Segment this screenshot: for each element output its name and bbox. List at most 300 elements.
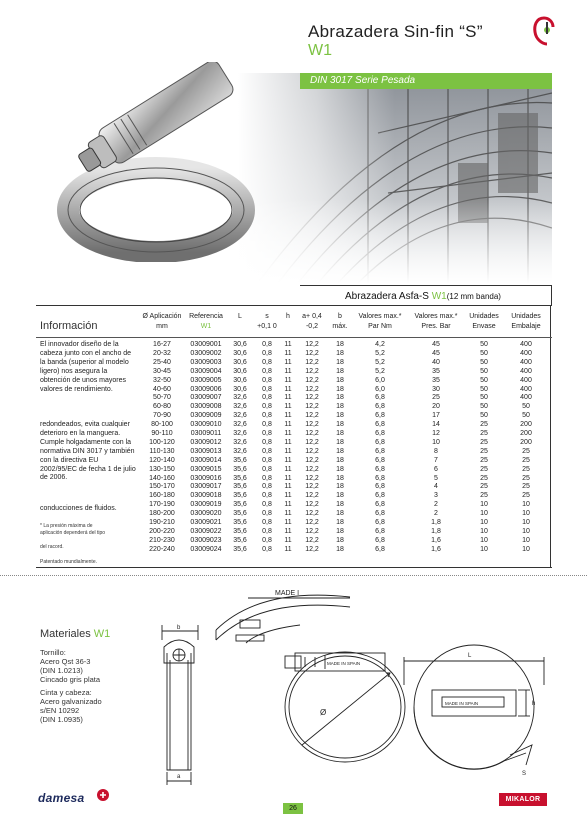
table-title: Abrazadera Asfa-S W1(12 mm banda) <box>345 291 501 302</box>
cell-envase: 10 <box>480 519 488 526</box>
table-row <box>0 394 587 403</box>
technical-drawings <box>150 585 550 790</box>
cell-s: 0,8 <box>262 367 272 375</box>
cell-l: 30,6 <box>233 341 247 348</box>
cell-aplicacion: 220-240 <box>149 545 175 553</box>
cell-aplicacion: 200-220 <box>149 527 175 535</box>
cell-a: 12,2 <box>305 465 319 473</box>
cell-l: 30,6 <box>233 367 247 375</box>
cell-referencia: 03009017 <box>190 483 222 491</box>
cell-envase: 50 <box>480 367 488 375</box>
cell-l: 35,6 <box>233 536 247 544</box>
cell-aplicacion: 50-70 <box>153 394 171 402</box>
cell-referencia: 03009010 <box>190 421 222 429</box>
cell-h: 11 <box>284 394 292 402</box>
cell-referencia: 03009015 <box>190 465 222 473</box>
cell-l: 32,6 <box>233 430 247 437</box>
cell-aplicacion: 130-150 <box>149 465 175 473</box>
cell-h: 11 <box>284 403 292 411</box>
cell-par: 6,8 <box>375 412 385 420</box>
cell-referencia: 03009016 <box>190 474 222 482</box>
cell-s: 0,8 <box>262 438 272 446</box>
cell-aplicacion: 170-190 <box>149 501 175 509</box>
cell-h: 11 <box>284 430 292 437</box>
cell-par: 6,8 <box>375 430 385 437</box>
cell-referencia: 03009001 <box>190 341 222 348</box>
cell-embalaje: 200 <box>520 438 532 446</box>
cell-referencia: 03009020 <box>190 510 222 518</box>
damesa-logo-icon <box>96 788 110 802</box>
cell-embalaje: 25 <box>522 465 530 473</box>
cell-referencia: 03009002 <box>190 349 222 357</box>
cell-pres: 7 <box>434 456 438 464</box>
cell-par: 6,8 <box>375 483 385 491</box>
materials-title: Materiales W1 <box>40 628 111 640</box>
cell-par: 6,8 <box>375 465 385 473</box>
cell-pres: 2 <box>434 501 438 509</box>
hero-photo <box>238 73 552 283</box>
cell-s: 0,8 <box>262 483 272 491</box>
cell-b: 18 <box>336 527 344 535</box>
cell-b: 18 <box>336 501 344 509</box>
cell-l: 35,6 <box>233 465 247 473</box>
cell-h: 11 <box>284 519 292 526</box>
cell-s: 0,8 <box>262 349 272 357</box>
cell-a: 12,2 <box>305 536 319 544</box>
cell-pres: 3 <box>434 492 438 500</box>
cell-b: 18 <box>336 456 344 464</box>
cell-b: 18 <box>336 358 344 366</box>
cell-aplicacion: 100-120 <box>149 438 175 446</box>
cell-b: 18 <box>336 492 344 500</box>
cell-s: 0,8 <box>262 376 272 384</box>
cell-aplicacion: 120-140 <box>149 456 175 464</box>
cell-aplicacion: 30-45 <box>153 367 171 375</box>
cell-referencia: 03009014 <box>190 456 222 464</box>
cell-embalaje: 10 <box>522 501 530 509</box>
cell-embalaje: 400 <box>520 385 532 393</box>
cell-referencia: 03009024 <box>190 545 222 553</box>
cell-b: 18 <box>336 403 344 411</box>
col-header-envase: Unidades Envase <box>469 313 499 330</box>
cell-a: 12,2 <box>305 394 319 402</box>
cell-b: 18 <box>336 385 344 393</box>
clamp-logo-icon <box>531 14 557 48</box>
cell-envase: 50 <box>480 376 488 384</box>
cell-aplicacion: 180-200 <box>149 510 175 518</box>
cell-a: 12,2 <box>305 376 319 384</box>
cell-a: 12,2 <box>305 519 319 526</box>
cell-referencia: 03009006 <box>190 385 222 393</box>
col-header-l: L <box>238 313 242 320</box>
cell-s: 0,8 <box>262 421 272 429</box>
cell-b: 18 <box>336 412 344 420</box>
col-header-par: Valores max.* Par Nm <box>358 313 402 330</box>
cell-pres: 35 <box>432 367 440 375</box>
cell-embalaje: 400 <box>520 349 532 357</box>
cell-envase: 50 <box>480 412 488 420</box>
cell-pres: 5 <box>434 474 438 482</box>
damesa-logo: damesa <box>38 791 85 805</box>
cell-par: 6,8 <box>375 403 385 411</box>
dim-a-label: a <box>177 774 181 780</box>
cell-aplicacion: 40-60 <box>153 385 171 393</box>
col-header-a: a+ 0,4 -0,2 <box>302 313 322 330</box>
cell-b: 18 <box>336 510 344 518</box>
cell-aplicacion: 16-27 <box>153 341 171 348</box>
mikalor-logo: MIKALOR <box>499 793 547 806</box>
cell-l: 32,6 <box>233 438 247 446</box>
cell-par: 5,2 <box>375 358 385 366</box>
cell-envase: 25 <box>480 474 488 482</box>
section-divider <box>0 575 587 576</box>
model-code: W1 <box>308 42 332 59</box>
cell-b: 18 <box>336 341 344 348</box>
info-paragraph-3: conducciones de fluidos. <box>40 505 117 512</box>
cell-envase: 50 <box>480 403 488 411</box>
cell-pres: 40 <box>432 358 440 366</box>
cell-l: 30,6 <box>233 385 247 393</box>
cell-aplicacion: 140-160 <box>149 474 175 482</box>
cell-par: 6,8 <box>375 447 385 455</box>
info-paragraph-1: El innovador diseño de la cabeza junto con el ancho de la banda (superior al modelo ligero) nos asegura la obtención de unos mayores valores de rendimiento. <box>40 341 132 393</box>
cell-par: 4,2 <box>375 341 385 348</box>
col-header-pres: Valores max.* Pres. Bar <box>414 313 458 330</box>
cell-envase: 50 <box>480 341 488 348</box>
cell-par: 6,8 <box>375 474 385 482</box>
cell-b: 18 <box>336 483 344 491</box>
cell-s: 0,8 <box>262 545 272 553</box>
cell-b: 18 <box>336 430 344 437</box>
cell-a: 12,2 <box>305 341 319 348</box>
cell-h: 11 <box>284 367 292 375</box>
cell-embalaje: 25 <box>522 483 530 491</box>
cell-aplicacion: 90-110 <box>151 430 173 437</box>
cell-aplicacion: 150-170 <box>149 483 175 491</box>
band-detail-drawing <box>216 595 350 643</box>
table-header-rule <box>36 337 552 338</box>
cell-h: 11 <box>284 492 292 500</box>
cell-pres: 20 <box>432 403 440 411</box>
pressure-note: * La presión máxima de aplicación dependerá del tipo <box>40 523 106 536</box>
cell-embalaje: 25 <box>522 456 530 464</box>
cell-pres: 12 <box>432 430 440 437</box>
cell-embalaje: 10 <box>522 527 530 535</box>
cell-l: 30,6 <box>233 349 247 357</box>
cell-l: 35,6 <box>233 483 247 491</box>
col-header-s: s +0,1 0 <box>257 313 277 330</box>
cell-a: 12,2 <box>305 474 319 482</box>
cell-h: 11 <box>284 483 292 491</box>
cell-par: 6,0 <box>375 385 385 393</box>
cell-b: 18 <box>336 367 344 375</box>
cell-h: 11 <box>284 474 292 482</box>
cell-h: 11 <box>284 385 292 393</box>
cell-s: 0,8 <box>262 430 272 437</box>
cell-pres: 30 <box>432 385 440 393</box>
col-header-h: h <box>286 313 290 320</box>
cell-s: 0,8 <box>262 492 272 500</box>
cell-embalaje: 10 <box>522 519 530 526</box>
cell-pres: 17 <box>432 412 440 420</box>
cell-b: 18 <box>336 421 344 429</box>
band-spec: Cinta y cabeza: Acero galvanizado s/EN 10292 (DIN 1.0935) <box>40 688 102 724</box>
cell-l: 35,6 <box>233 545 247 553</box>
cell-referencia: 03009012 <box>190 438 222 446</box>
cell-h: 11 <box>284 412 292 420</box>
cell-envase: 10 <box>480 501 488 509</box>
cell-h: 11 <box>284 358 292 366</box>
dim-b-label: b <box>177 625 181 631</box>
cell-referencia: 03009011 <box>190 430 222 437</box>
cell-referencia: 03009013 <box>190 447 222 455</box>
cell-embalaje: 25 <box>522 492 530 500</box>
front-view-drawing <box>162 625 198 785</box>
cell-envase: 50 <box>480 394 488 402</box>
cell-l: 35,6 <box>233 510 247 518</box>
info-heading: Información <box>40 320 98 332</box>
cell-s: 0,8 <box>262 519 272 526</box>
cell-pres: 45 <box>432 341 440 348</box>
col-header-embalaje: Unidades Embalaje <box>511 313 541 330</box>
dim-s-label: S <box>522 771 527 777</box>
cell-l: 35,6 <box>233 519 247 526</box>
cell-par: 6,8 <box>375 545 385 553</box>
cell-a: 12,2 <box>305 385 319 393</box>
page-number: 26 <box>283 803 303 814</box>
cell-s: 0,8 <box>262 474 272 482</box>
cell-envase: 25 <box>480 465 488 473</box>
cell-embalaje: 25 <box>522 474 530 482</box>
cell-referencia: 03009023 <box>190 536 222 544</box>
cell-a: 12,2 <box>305 358 319 366</box>
cell-envase: 25 <box>480 430 488 437</box>
pressure-note-end: del racord. <box>40 544 64 550</box>
cell-embalaje: 400 <box>520 394 532 402</box>
cell-pres: 8 <box>434 447 438 455</box>
table-top-rule <box>36 305 552 306</box>
cell-s: 0,8 <box>262 447 272 455</box>
cell-aplicacion: 25-40 <box>153 358 171 366</box>
table-row <box>0 403 587 412</box>
cell-h: 11 <box>284 527 292 535</box>
cell-pres: 25 <box>432 394 440 402</box>
cell-pres: 10 <box>432 438 440 446</box>
cell-aplicacion: 110-130 <box>149 447 175 455</box>
cell-l: 30,6 <box>233 376 247 384</box>
dim-h-label: h <box>532 701 536 707</box>
cell-pres: 45 <box>432 349 440 357</box>
cell-envase: 25 <box>480 447 488 455</box>
din-series-band: DIN 3017 Serie Pesada <box>300 73 552 89</box>
cell-aplicacion: 32-50 <box>153 376 171 384</box>
cell-l: 32,6 <box>233 394 247 402</box>
cell-b: 18 <box>336 438 344 446</box>
made-label: MADE I <box>275 590 300 597</box>
cell-referencia: 03009022 <box>190 527 222 535</box>
cell-h: 11 <box>284 438 292 446</box>
cell-embalaje: 200 <box>520 430 532 437</box>
cell-b: 18 <box>336 545 344 553</box>
table-row <box>0 483 587 492</box>
cell-l: 30,6 <box>233 358 247 366</box>
cell-par: 5,2 <box>375 367 385 375</box>
cell-a: 12,2 <box>305 430 319 437</box>
cell-l: 35,6 <box>233 501 247 509</box>
cell-s: 0,8 <box>262 456 272 464</box>
cell-s: 0,8 <box>262 527 272 535</box>
cell-par: 6,8 <box>375 456 385 464</box>
cell-pres: 35 <box>432 376 440 384</box>
cell-envase: 25 <box>480 483 488 491</box>
cell-s: 0,8 <box>262 403 272 411</box>
cell-envase: 10 <box>480 510 488 518</box>
cell-embalaje: 400 <box>520 341 532 348</box>
cell-pres: 1,8 <box>431 519 441 526</box>
cell-embalaje: 400 <box>520 376 532 384</box>
cell-s: 0,8 <box>262 536 272 544</box>
cell-pres: 4 <box>434 483 438 491</box>
col-header-aplicacion: Ø Aplicación mm <box>142 313 182 330</box>
cell-b: 18 <box>336 349 344 357</box>
cell-referencia: 03009005 <box>190 376 222 384</box>
cell-a: 12,2 <box>305 349 319 357</box>
cell-referencia: 03009021 <box>190 519 222 526</box>
cell-embalaje: 10 <box>522 545 530 553</box>
cell-l: 35,6 <box>233 474 247 482</box>
cell-a: 12,2 <box>305 501 319 509</box>
cell-h: 11 <box>284 536 292 544</box>
cell-s: 0,8 <box>262 341 272 348</box>
cell-l: 32,6 <box>233 447 247 455</box>
table-bottom-rule <box>36 567 552 568</box>
cell-embalaje: 200 <box>520 421 532 429</box>
cell-envase: 10 <box>480 545 488 553</box>
cell-envase: 25 <box>480 492 488 500</box>
cell-envase: 25 <box>480 421 488 429</box>
cell-h: 11 <box>284 421 292 429</box>
cell-h: 11 <box>284 376 292 384</box>
cell-aplicacion: 20-32 <box>153 349 171 357</box>
cell-referencia: 03009004 <box>190 367 222 375</box>
cell-pres: 2 <box>434 510 438 518</box>
cell-embalaje: 10 <box>522 536 530 544</box>
cell-l: 32,6 <box>233 403 247 411</box>
ring-front-view-drawing <box>404 645 544 769</box>
cell-a: 12,2 <box>305 545 319 553</box>
cell-l: 32,6 <box>233 412 247 420</box>
cell-par: 6,8 <box>375 421 385 429</box>
cell-envase: 25 <box>480 438 488 446</box>
cell-aplicacion: 160-180 <box>149 492 175 500</box>
cell-par: 5,2 <box>375 349 385 357</box>
col-header-referencia: Referencia W1 <box>189 313 223 330</box>
cell-par: 6,0 <box>375 376 385 384</box>
cell-h: 11 <box>284 456 292 464</box>
cell-pres: 6 <box>434 465 438 473</box>
cell-h: 11 <box>284 447 292 455</box>
cell-par: 6,8 <box>375 527 385 535</box>
cell-referencia: 03009007 <box>190 394 222 402</box>
cell-b: 18 <box>336 519 344 526</box>
cell-par: 6,8 <box>375 536 385 544</box>
cell-par: 6,8 <box>375 510 385 518</box>
cell-par: 6,8 <box>375 438 385 446</box>
cell-pres: 1,6 <box>431 536 441 544</box>
cell-a: 12,2 <box>305 403 319 411</box>
cell-referencia: 03009019 <box>190 501 222 509</box>
dim-diameter-label: Ø <box>320 708 327 717</box>
cell-envase: 50 <box>480 385 488 393</box>
cell-b: 18 <box>336 376 344 384</box>
cell-embalaje: 400 <box>520 367 532 375</box>
cell-h: 11 <box>284 510 292 518</box>
cell-aplicacion: 210-230 <box>149 536 175 544</box>
patent-note: Patentado mundialmente. <box>40 559 97 565</box>
page-title: Abrazadera Sin-fin “S” <box>308 22 483 41</box>
cell-embalaje: 50 <box>522 403 530 411</box>
cell-b: 18 <box>336 465 344 473</box>
dim-l-label: L <box>468 653 472 659</box>
cell-par: 6,8 <box>375 501 385 509</box>
cell-s: 0,8 <box>262 358 272 366</box>
cell-referencia: 03009008 <box>190 403 222 411</box>
cell-pres: 1,8 <box>431 527 441 535</box>
cell-par: 6,8 <box>375 492 385 500</box>
cell-aplicacion: 190-210 <box>149 519 175 526</box>
cell-referencia: 03009009 <box>190 412 222 420</box>
cell-a: 12,2 <box>305 510 319 518</box>
cell-pres: 1,6 <box>431 545 441 553</box>
cell-h: 11 <box>284 545 292 553</box>
cell-b: 18 <box>336 394 344 402</box>
made-in-spain-label: MADE IN SPAIN <box>327 661 361 666</box>
cell-envase: 50 <box>480 349 488 357</box>
cell-embalaje: 50 <box>522 412 530 420</box>
cell-a: 12,2 <box>305 412 319 420</box>
cell-s: 0,8 <box>262 510 272 518</box>
col-header-b: b máx. <box>332 313 348 330</box>
cell-h: 11 <box>284 341 292 348</box>
cell-a: 12,2 <box>305 447 319 455</box>
cell-embalaje: 400 <box>520 358 532 366</box>
cell-l: 35,6 <box>233 527 247 535</box>
cell-b: 18 <box>336 447 344 455</box>
cell-aplicacion: 80-100 <box>151 421 173 429</box>
cell-referencia: 03009003 <box>190 358 222 366</box>
cell-s: 0,8 <box>262 394 272 402</box>
info-paragraph-2: redondeados, evita cualquier deterioro en la manguera. Cumple holgadamente con la normativa DIN 3017 y también con la directiva EU 2002/95/EC de fecha 1 de julio de 2006. <box>40 421 136 482</box>
cell-envase: 10 <box>480 527 488 535</box>
cell-embalaje: 25 <box>522 447 530 455</box>
cell-h: 11 <box>284 501 292 509</box>
cell-envase: 25 <box>480 456 488 464</box>
cell-b: 18 <box>336 536 344 544</box>
cell-embalaje: 10 <box>522 510 530 518</box>
cell-l: 35,6 <box>233 492 247 500</box>
cell-a: 12,2 <box>305 492 319 500</box>
cell-par: 6,8 <box>375 394 385 402</box>
cell-s: 0,8 <box>262 465 272 473</box>
cell-b: 18 <box>336 474 344 482</box>
cell-l: 32,6 <box>233 421 247 429</box>
table-row <box>0 412 587 421</box>
cell-h: 11 <box>284 349 292 357</box>
cell-a: 12,2 <box>305 483 319 491</box>
cell-par: 6,8 <box>375 519 385 526</box>
cell-h: 11 <box>284 465 292 473</box>
cell-s: 0,8 <box>262 501 272 509</box>
